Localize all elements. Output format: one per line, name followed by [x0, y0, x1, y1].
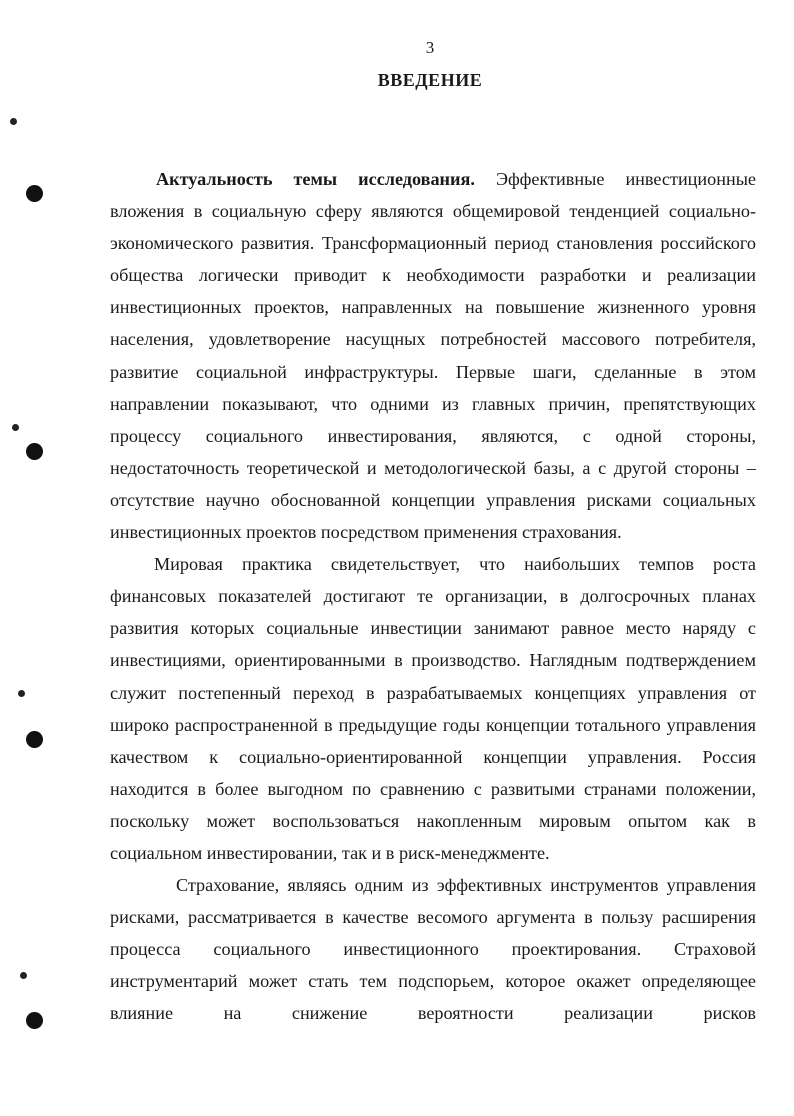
paragraph-text: Эффективные инвестиционные вложения в социальную сферу являются общемировой тенденцией социально-экономического развития. Трансформационный период становления российского общества логически приводит к необходимости разработки и реализации инвестиционных проектов, направленных на повышение жизненного уровня населения, удовлетворение насущных потребностей массового потребителя, развитие социальной инфраструктуры. Первые шаги, сделанные в этом направлении показывают, что одними из главных причин, препятствующих процессу социального инвестирования, являются, с одной стороны, недостаточность теоретической и методологической базы, а с другой стороны – отсутствие научно обоснованной концепции управления рисками социальных инвестиционных проектов посредством применения страхования.: [110, 169, 756, 543]
section-heading: ВВЕДЕНИЕ: [377, 70, 483, 90]
scan-speck: [10, 118, 17, 125]
document-body: [110, 163, 756, 1030]
binder-hole: [26, 731, 43, 748]
paragraph-relevance: [110, 163, 756, 548]
binder-hole: [26, 443, 43, 460]
binder-hole: [26, 1012, 43, 1029]
page-number: 3: [425, 38, 435, 57]
paragraph-insurance: Страхование, являясь одним из эффективных инструментов управления рисками, рассматривается в качестве весомого аргумента в пользу расширения процесса социального инвестиционного проектирования. Страховой инструментарий может стать тем подспорьем, которое окажет определяющее влияние на снижение вероятности реализации рисков: [110, 875, 756, 1024]
scan-speck: [20, 972, 27, 979]
paragraph-world-practice: Мировая практика свидетельствует, что наибольших темпов роста финансовых показателей достигают те организации, в долгосрочных планах развития которых социальные инвестиции занимают равное место наряду с инвестициями, ориентированными в производство. Наглядным подтверждением служит постепенный переход в разрабатываемых концепциях управления от широко распространенной в предыдущие годы концепции тотального управления качеством к социально-ориентированной концепции управления. Россия находится в более выгодном по сравнению с развитыми странами положении, поскольку может воспользоваться накопленным мировым опытом как в социальном инвестировании, так и в риск-менеджменте.: [110, 554, 756, 863]
scan-speck: [18, 690, 25, 697]
binder-hole: [26, 185, 43, 202]
scan-speck: [12, 424, 19, 431]
paragraph-lead: Актуальность темы исследования.: [156, 169, 475, 189]
